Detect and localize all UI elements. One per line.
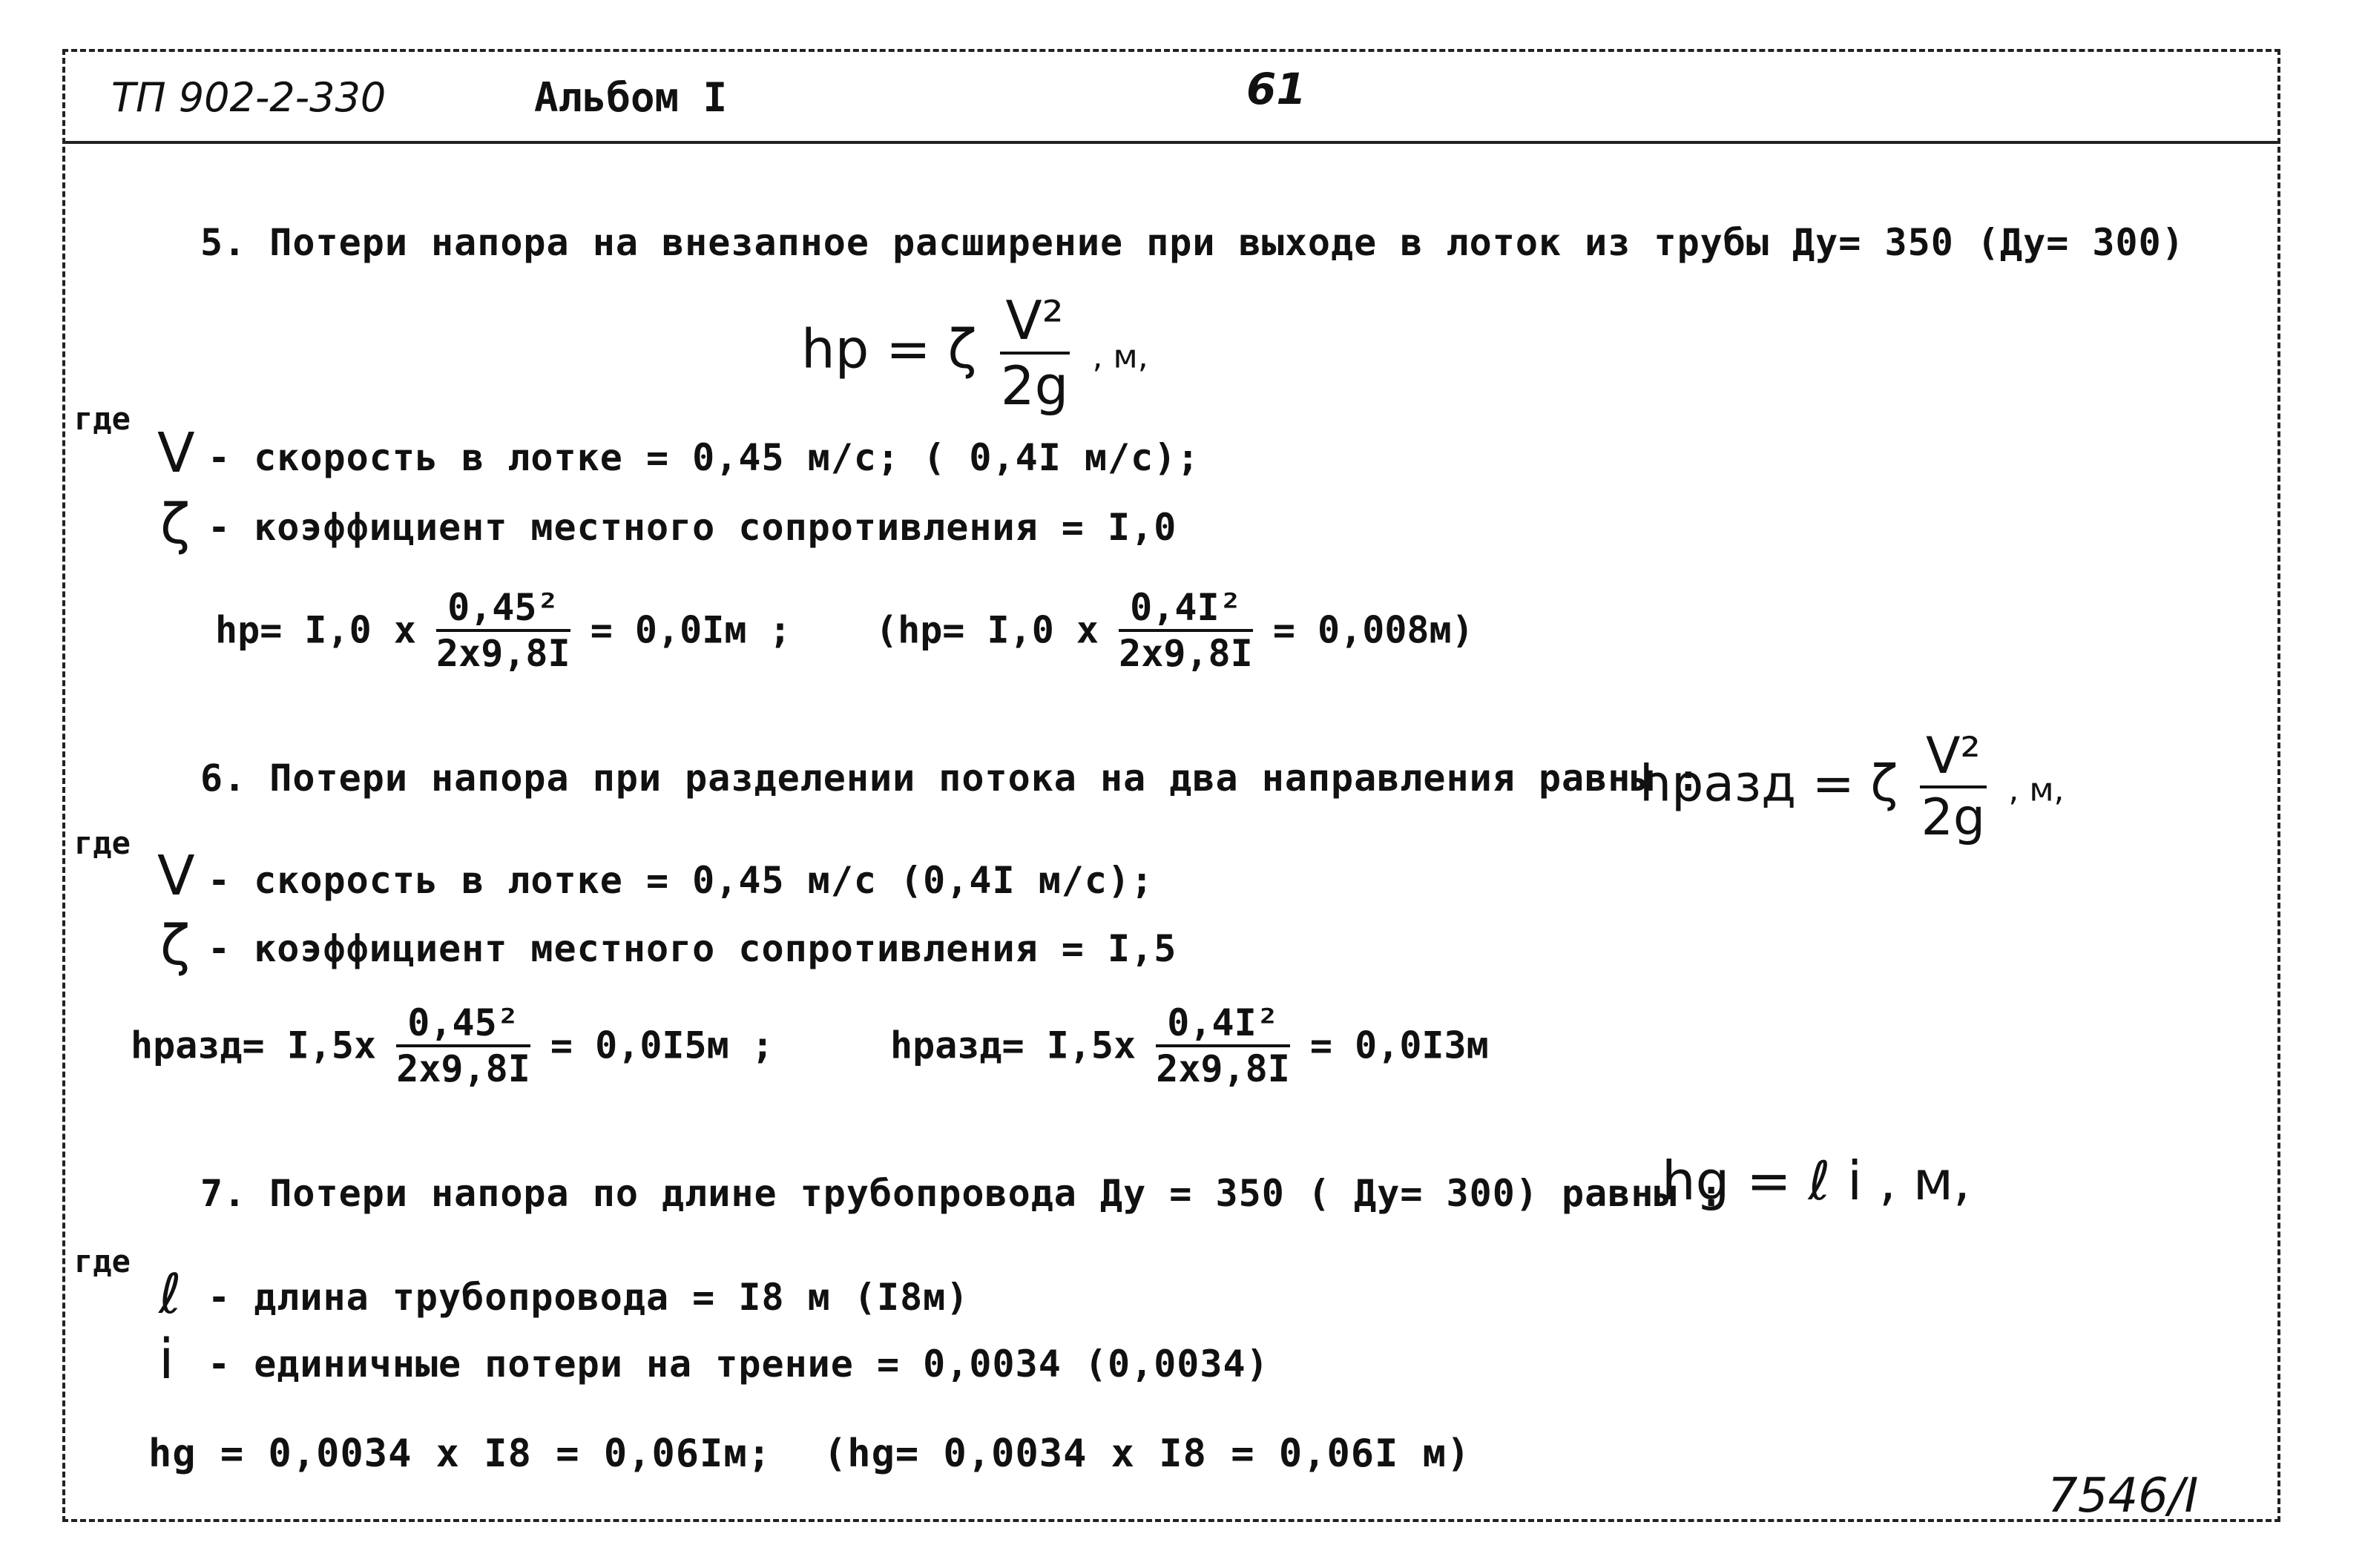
section-5-title: 5. Потери напора на внезапное расширение при выходе в лоток из трубы Ду= 350 (Ду= 300) [200, 221, 2185, 264]
section-6-calc-1 [131, 1001, 774, 1090]
length-symbol: ℓ [159, 1262, 182, 1326]
header-divider [62, 141, 2280, 144]
zeta-symbol: ζ [160, 914, 191, 978]
calc-denominator: 2x9,8I [436, 632, 570, 675]
velocity-line: - скорость в лотке = 0,45 м/с; ( 0,4I м/с); [208, 436, 1200, 479]
fraction-denominator: 2g [1000, 355, 1069, 417]
calc-denominator: 2x9,8I [1156, 1047, 1290, 1090]
where-label: где [74, 1243, 131, 1279]
section-6-calc-2 [890, 1001, 1489, 1090]
formula-coef: ζ [1870, 754, 1898, 814]
fraction-numerator: V² [1920, 727, 1987, 788]
formula-coef: ζ [947, 317, 977, 381]
section-7-formula: hg = ℓ i , м, [1662, 1150, 1970, 1212]
calc-fraction [1119, 586, 1253, 675]
section-5-formula [801, 289, 1148, 417]
velocity-line: - скорость в лотке = 0,45 м/с (0,4I м/с); [208, 859, 1154, 902]
formula-fraction [1920, 727, 1987, 847]
calc-lhs: hp= I,0 x [215, 608, 416, 652]
calc-lhs: (hp= I,0 x [875, 608, 1099, 652]
formula-lhs: hp = [801, 317, 931, 381]
project-code: ТП 902-2-330 [111, 74, 387, 121]
formula-fraction [1000, 289, 1070, 417]
where-label: где [74, 401, 131, 437]
fraction-denominator: 2g [1921, 788, 1986, 847]
calc-result: = 0,008м) [1272, 608, 1474, 652]
section-6-formula [1639, 727, 2065, 847]
zeta-line: - коэффициент местного сопротивления = I,0 [208, 506, 1177, 549]
zeta-line: - коэффициент местного сопротивления = I,5 [208, 927, 1177, 970]
zeta-symbol: ζ [160, 493, 191, 556]
calc-fraction [1156, 1001, 1290, 1090]
section-5-calc-1 [215, 586, 792, 675]
calc-numerator: 0,45² [396, 1001, 530, 1047]
calc-result: = 0,0I3м [1309, 1024, 1489, 1067]
formula-lhs: hразд = [1639, 754, 1855, 814]
fraction-numerator: V² [1000, 289, 1070, 355]
album-label: Альбом I [534, 74, 728, 121]
calc-fraction [436, 586, 570, 675]
length-line: - длина трубопровода = I8 м (I8м) [208, 1276, 970, 1319]
calc-denominator: 2x9,8I [396, 1047, 530, 1090]
calc-denominator: 2x9,8I [1119, 632, 1253, 675]
calc-lhs: hразд= I,5x [890, 1024, 1137, 1067]
velocity-symbol: V [157, 421, 195, 485]
calc-result: = 0,0Iм ; [590, 608, 792, 652]
calc-numerator: 0,45² [436, 586, 570, 632]
section-5-calc-2 [875, 586, 1474, 675]
section-7-calc-1: hg = 0,0034 x I8 = 0,06Iм; [148, 1432, 772, 1476]
velocity-symbol: V [157, 844, 195, 908]
formula-unit: , м, [1092, 337, 1148, 376]
calc-numerator: 0,4I² [1119, 586, 1253, 632]
calc-numerator: 0,4I² [1156, 1001, 1290, 1047]
page-number: 61 [1246, 64, 1306, 114]
sheet-stamp: 7546/I [2047, 1469, 2199, 1523]
where-label: где [74, 825, 131, 861]
friction-line: - единичные потери на трение = 0,0034 (0,0034) [208, 1343, 1269, 1386]
section-7-calc-2: (hg= 0,0034 x I8 = 0,06I м) [823, 1432, 1471, 1476]
calc-fraction [396, 1001, 530, 1090]
section-6-title: 6. Потери напора при разделении потока на два направления равны : [200, 757, 1700, 800]
formula-unit: , м, [2008, 771, 2065, 809]
calc-result: = 0,0I5м ; [550, 1024, 774, 1067]
friction-symbol: i [159, 1328, 174, 1391]
section-7-title: 7. Потери напора по длине трубопровода Ду = 350 ( Ду= 300) равны : [200, 1172, 1723, 1215]
calc-lhs: hразд= I,5x [131, 1024, 377, 1067]
